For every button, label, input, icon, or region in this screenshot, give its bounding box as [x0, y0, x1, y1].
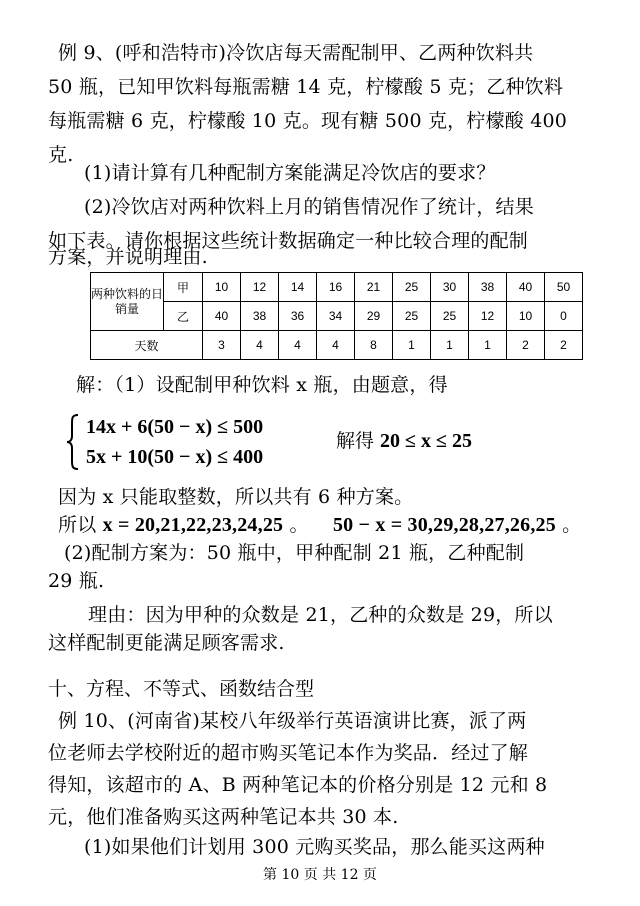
table-cell: 8: [355, 331, 393, 360]
example9-question2-line3: 方案，并说明理由.: [48, 246, 208, 268]
table-cell: 10: [203, 273, 241, 302]
table-cell: 36: [279, 302, 317, 331]
table-cell: 1: [469, 331, 507, 360]
example9-line4: 克.: [48, 144, 74, 166]
table-cell: 21: [355, 273, 393, 302]
table-header-label: 两种饮料的日销量: [91, 273, 164, 331]
table-cell: 50: [545, 273, 583, 302]
example9-line3: 每瓶需糖 6 克，柠檬酸 10 克。现有糖 500 克，柠檬酸 400: [48, 110, 568, 132]
table-cell: 30: [431, 273, 469, 302]
table-cell: 29: [355, 302, 393, 331]
left-brace-icon: [66, 414, 80, 470]
so-line: [58, 512, 581, 538]
solve-math: 20 ≤ x ≤ 25: [380, 430, 472, 452]
table-cell: 4: [279, 331, 317, 360]
example10-line2: 位老师去学校附近的超市购买笔记本作为奖品．经过了解: [48, 742, 529, 764]
table-cell: 10: [507, 302, 545, 331]
solution-intro: 解：（1）设配制甲种饮料 x 瓶，由题意，得: [76, 374, 448, 396]
integer-line: 因为 x 只能取整数，所以共有 6 种方案。: [58, 486, 414, 508]
table-cell: 25: [393, 302, 431, 331]
row-jia-label: 甲: [164, 273, 203, 302]
so-math-2: 50 − x = 30,29,28,27,26,25: [332, 514, 556, 536]
plan-line2: 29 瓶.: [48, 570, 105, 592]
table-cell: 4: [317, 331, 355, 360]
table-cell: 12: [469, 302, 507, 331]
table-cell: 1: [393, 331, 431, 360]
table-cell: 25: [431, 302, 469, 331]
table-cell: 2: [545, 331, 583, 360]
inequality-2: 5x + 10(50 − x) ≤ 400: [86, 446, 264, 468]
table-cell: 2: [507, 331, 545, 360]
table-row: [91, 302, 583, 331]
inequality-1: 14x + 6(50 − x) ≤ 500: [86, 416, 264, 438]
example9-line1: 例 9、(呼和浩特市)冷饮店每天需配制甲、乙两种饮料共: [58, 42, 534, 64]
so-math-1: x = 20,21,22,23,24,25: [102, 514, 284, 536]
table-cell: 4: [241, 331, 279, 360]
example9-question2-line2: 如下表。请你根据这些统计数据确定一种比较合理的配制: [48, 230, 529, 252]
section10-heading: 十、方程、不等式、函数结合型: [48, 678, 315, 700]
so-end: 。: [555, 514, 582, 536]
so-separator: 。: [283, 514, 315, 536]
table-cell: 25: [393, 273, 431, 302]
page-footer: 第 10 页 共 12 页: [263, 867, 377, 883]
row-days-label: 天数: [91, 331, 203, 360]
table-cell: 14: [279, 273, 317, 302]
table-cell: 38: [241, 302, 279, 331]
table-cell: 3: [203, 331, 241, 360]
table-row: [91, 331, 583, 360]
table-cell: 40: [203, 302, 241, 331]
example9-line2: 50 瓶，已知甲饮料每瓶需糖 14 克，柠檬酸 5 克；乙种饮料: [48, 76, 564, 98]
table-cell: 0: [545, 302, 583, 331]
plan-line1: (2)配制方案为：50 瓶中，甲种配制 21 瓶，乙种配制: [64, 542, 525, 564]
solve-label: 解得: [336, 430, 381, 452]
reason-line1: 理由：因为甲种的众数是 21，乙种的众数是 29，所以: [88, 604, 553, 626]
so-label: 所以: [58, 514, 103, 536]
example9-question2-line1: (2)冷饮店对两种饮料上月的销售情况作了统计，结果: [84, 196, 534, 218]
example10-line5: (1)如果他们计划用 300 元购买奖品，那么能买这两种: [84, 836, 545, 858]
example10-line1: 例 10、(河南省)某校八年级举行英语演讲比赛，派了两: [58, 710, 527, 732]
table-row: [91, 273, 583, 302]
example10-line3: 得知，该超市的 A、B 两种笔记本的价格分别是 12 元和 8: [48, 774, 548, 796]
table-cell: 16: [317, 273, 355, 302]
example9-question1: (1)请计算有几种配制方案能满足冷饮店的要求？: [84, 162, 496, 184]
reason-line2: 这样配制更能满足顾客需求.: [48, 632, 285, 654]
example10-line4: 元，他们准备购买这两种笔记本共 30 本.: [48, 806, 399, 828]
table-cell: 1: [431, 331, 469, 360]
table-cell: 38: [469, 273, 507, 302]
sales-table: [90, 272, 583, 360]
table-cell: 12: [241, 273, 279, 302]
row-yi-label: 乙: [164, 302, 203, 331]
table-cell: 34: [317, 302, 355, 331]
table-cell: 40: [507, 273, 545, 302]
solve-result: [336, 428, 472, 454]
